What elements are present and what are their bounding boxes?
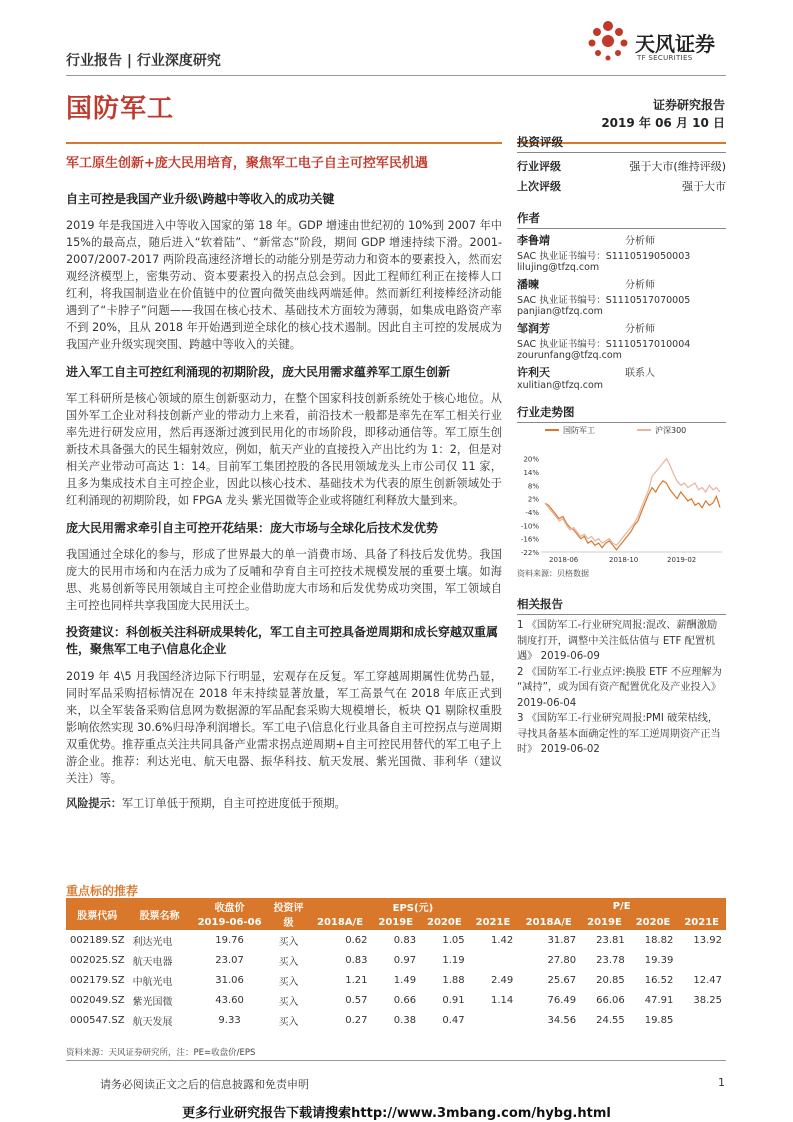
footer-divider [66,1060,726,1061]
rating-label: 行业评级 [517,160,561,173]
author-name: 邹润芳 [517,322,550,335]
section-paragraph: 军工科研所是核心领域的原生创新驱动力，在整个国家科技创新系统处于核心地位。从国外军工企业对科技创新产业的带动力上来看，前沿技术一般都是率先在军工相关行业率先进行研发应用，然后再逐渐过渡到民用化的市场阶段，即移动通信等。军工原生创新技术具备强大的民生辐射效应，例如，航天产业的直接投入产出比约为 1：2，但是对相关产业带动可高达 1：14。目前军工集团控股的各民用领域龙头上市公司仅 11 家，且多为集成技术自主可控企业，因此以核心技术、基础技术为代表的原生创新领域处于红利涌现的初期阶段，如 FPGA 龙头 紫光国微等企业或将随红利释放大量到来。 [66,392,502,507]
cell-eps: 2.49 [490,974,514,986]
cell-pe [677,1010,726,1030]
cell-pe: 20.85 [596,974,625,986]
trend-chart [517,418,726,568]
stock-table [66,898,726,1030]
authors-heading: 作者 [517,211,540,225]
author-role: 联系人 [625,368,655,379]
cell-price: 31.06 [215,974,244,986]
section-heading: 进入军工自主可控红利涌现的初期阶段，庞大民用需求蕴养军工原生创新 [66,365,451,379]
risk-note [66,795,502,812]
report-category: 行业报告 | 行业深度研究 [66,53,221,69]
table-row [66,970,726,990]
table-title: 重点标的推荐 [66,884,139,898]
cell-pe: 31.87 [547,934,577,946]
cell-pe: 16.52 [644,974,674,986]
main-divider [66,142,502,144]
y-tick-label: 2% [527,495,539,504]
author-email[interactable]: xulitian@tfzq.com [517,380,604,391]
cell-eps: 1.19 [442,954,465,966]
cell-pe: 23.81 [596,934,625,946]
cell-code: 002049.SZ [70,994,125,1006]
x-tick-label: 2018-10 [609,556,639,564]
cell-pe: 12.47 [693,974,722,986]
author-email[interactable]: lilujing@tfzq.com [517,262,600,273]
cell-code: 002179.SZ [70,974,125,986]
cell-name: 中航光电 [132,976,173,988]
page-title: 国防军工 [66,94,175,124]
section-paragraph: 2019 年 4\5 月我国经济边际下行明显，宏观存在反复。军工穿越周期属性优势凸显，同时军品采购招标情况在 2018 年末持续显著放量，军工高景气在 2018 年底正式到来，以全军装备采购信息网为数据源的军品配套采购大规模增长，板块 Q1 剔除权重股影响依然实现 30.6%归母净利润增长。军工电子\信息化行业具备自主可控拐点与逆周期双重优势。推荐重点关注共同具备产业需求拐点逆周期+自主可控民用替代的军工电子上游企业。推荐：利达光电、航天电器、振华科技、航天发展、紫光国微、菲利华（建议关注）等。 [66,670,502,785]
header-price-date: 2019-06-06 [191,915,269,930]
rating-divider [517,152,726,153]
section-heading: 投资建议：科创板关注科研成果转化，军工自主可控具备逆周期和成长穿越双重属性，聚焦军工电子\信息化企业 [66,625,499,656]
related-report-item[interactable]: 2 《国防军工-行业点评:换股 ETF 不应理解为 “减持”，或为国有资产配置优化及产业投入》 2019-06-04 [517,666,722,709]
table-row [66,950,726,970]
main-body [66,190,502,812]
cell-eps: 0.83 [393,934,417,946]
table-row [66,990,726,1010]
header-rating: 投资评级 [269,898,309,930]
cell-eps [469,1010,518,1030]
author-role: 分析师 [625,280,655,291]
related-report-item[interactable]: 3 《国防军工-行业研究周报:PMI 破荣枯线，寻找具备基本面确定性的军工逆周期资产正当时》 2019-06-02 [517,713,721,755]
cell-eps: 0.62 [345,934,368,946]
rating-label: 上次评级 [517,180,561,193]
risk-label: 风险提示： [66,797,122,810]
cell-rating: 买入 [278,996,299,1008]
disclaimer: 请务必阅读正文之后的信息披露和免责申明 [100,1078,309,1091]
header-year: 2021E [469,915,518,930]
series-line-defense [545,481,720,550]
author-cert: SAC 执业证书编号：S1110517070005 [517,295,691,306]
cell-pe: 34.56 [547,1014,577,1026]
cell-eps: 0.91 [442,994,465,1006]
cell-pe: 25.67 [547,974,577,986]
cell-eps: 1.88 [442,974,465,986]
y-tick-label: 20% [523,455,539,464]
cell-pe: 19.39 [644,954,674,966]
author-entry [517,320,726,361]
cell-eps: 0.27 [345,1014,368,1026]
header-year: 2020E [420,915,469,930]
author-role: 分析师 [625,236,655,247]
author-role: 分析师 [625,324,655,335]
cell-code: 002025.SZ [70,954,125,966]
header-pe: P/E [517,898,726,915]
cell-eps [469,950,518,970]
legend-label: 国防军工 [563,426,595,435]
table-row [66,1010,726,1030]
cell-price: 43.60 [215,994,244,1006]
x-tick-label: 2019-02 [667,556,697,564]
author-cert: SAC 执业证书编号：S1110517010004 [517,339,691,350]
section-paragraph: 2019 年是我国进入中等收入国家的第 18 年。GDP 增速由世纪初的 10%到 2007 年中 15%的最高点，随后进入“软着陆”、“新常态”阶段，期间 GDP 增速持续下滑。2001-2007/2007-2017 两阶段高速经济增长的动能分别是劳动力和资本的要素投入，然而宏观经济模型上，密集劳动、资本要素投入的拐点总会到。因此工程师红利正在接棒人口红利，将我国制造业在价值链中的位置向微笑曲线两端延伸。然而新红利接棒经济动能遇到了“卡脖子”问题——我国在核心技术、基础技术方面较为薄弱，如集成电路资产率不到 20%，且从 2018 年开始遇到逆全球化的核心技术遏制。因此自主可控的发展成为我国产业升级实现突围、跨越中等收入的关键。 [66,219,502,351]
cell-pe: 38.25 [693,994,722,1006]
y-tick-label: 14% [523,469,539,477]
cell-eps: 0.57 [345,994,368,1006]
y-tick-label: -22% [520,549,539,557]
cell-rating: 买入 [278,1016,299,1028]
cell-eps: 1.42 [490,934,514,946]
cell-pe: 18.82 [644,934,674,946]
author-entry [517,232,726,273]
author-cert: SAC 执业证书编号：S1110519050003 [517,251,691,262]
cell-pe: 23.78 [596,954,625,966]
cell-eps: 1.49 [393,974,417,986]
legend-label: 沪深300 [655,426,687,435]
section-paragraph: 我国通过全球化的参与，形成了世界最大的单一消费市场、具备了科技后发优势。我国庞大的民用市场和内在活力成为了反哺和孕育自主可控技术规模发展的重要土壤。如海思、兆易创新等民用领域自主可控企业借助庞大市场和后发优势成功突围，军工领域自主可控也同样共享我国庞大民用沃土。 [66,548,502,612]
section-heading: 自主可控是我国产业升级\跨越中等收入的成功关键 [66,192,335,206]
header-divider [66,75,726,76]
company-logo [585,18,745,68]
cell-pe: 66.06 [596,994,625,1006]
cell-code: 000547.SZ [70,1014,125,1026]
cell-eps: 1.14 [490,994,514,1006]
header-eps: EPS(元) [309,898,518,915]
cell-pe: 24.55 [596,1014,625,1026]
related-report-item[interactable]: 1 《国防军工-行业研究周报:混改、薪酬激励制度打开，调整中关注低估值与 ETF 配置机遇》 2019-06-09 [517,620,718,662]
logo-text-en: TF SECURITIES [637,54,693,62]
rating-row [517,158,726,174]
cell-pe: 13.92 [693,934,722,946]
cell-name: 利达光电 [132,936,173,948]
trend-heading: 行业走势图 [517,405,575,419]
rating-heading: 投资评级 [517,135,563,149]
table-note: 资料来源：天风证券研究所，注：PE=收盘价/EPS [66,1048,256,1058]
author-email[interactable]: panjian@tfzq.com [517,306,603,317]
cell-eps: 0.47 [442,1014,465,1026]
cell-pe [677,950,726,970]
cell-pe: 19.85 [644,1014,674,1026]
report-date: 2019 年 06 月 10 日 [601,116,725,130]
header-year: 2019E [371,915,420,930]
author-entry [517,276,726,317]
cell-pe: 76.49 [547,994,577,1006]
page-number: 1 [718,1076,725,1089]
x-tick-label: 2018-06 [549,556,579,564]
author-name: 潘暕 [517,278,539,291]
header-year: 2018A/E [517,915,580,930]
y-tick-label: -10% [520,522,539,531]
author-name: 许利天 [517,366,550,379]
related-heading: 相关报告 [517,597,563,611]
cell-eps: 0.38 [393,1014,417,1026]
y-tick-label: 8% [527,482,539,491]
author-entry [517,364,726,391]
section-heading: 庞大民用需求牵引自主可控开花结果：庞大市场与全球化后技术发优势 [66,521,439,535]
cell-rating: 买入 [278,976,299,988]
authors-divider [517,228,726,229]
risk-text: 军工订单低于预期，自主可控进度低于预期。 [121,797,346,810]
rating-row [517,178,726,194]
cell-price: 19.76 [215,934,244,946]
cell-eps: 0.97 [393,954,417,966]
logo-mark-icon [585,18,631,64]
header-year: 2021E [677,915,726,930]
logo-text-cn: 天风证券 [635,32,715,56]
cell-pe: 47.91 [644,994,674,1006]
y-tick-label: -4% [525,509,539,517]
cell-eps: 0.83 [345,954,368,966]
related-reports [517,596,726,758]
header-year: 2018A/E [309,915,372,930]
cell-price: 9.33 [218,1014,241,1026]
related-divider [517,614,726,615]
cell-rating: 买入 [278,936,299,948]
cell-eps: 1.21 [345,974,368,986]
download-banner[interactable]: 更多行业研究报告下载请搜索http://www.3mbang.com/hybg.html [182,1106,611,1121]
header-year: 2020E [629,915,678,930]
cell-rating: 买入 [278,956,299,968]
author-email[interactable]: zourunfang@tfzq.com [517,350,622,361]
cell-name: 航天电器 [132,956,173,968]
y-tick-label: -16% [520,535,539,544]
cell-pe: 27.80 [547,954,577,966]
report-subtitle: 军工原生创新+庞大民用培育，聚焦军工电子自主可控军民机遇 [66,156,428,171]
header-price: 收盘价 [191,898,269,915]
sidebar [517,134,726,391]
report-type: 证券研究报告 [652,98,725,112]
cell-eps: 0.66 [393,994,417,1006]
chart-source: 资料来源：贝格数据 [517,569,589,578]
table-row [66,930,726,950]
header-name: 股票名称 [129,898,191,930]
header-year: 2019E [580,915,629,930]
cell-name: 紫光国微 [132,996,173,1008]
cell-name: 航天发展 [132,1016,173,1028]
cell-eps: 1.05 [442,934,465,946]
cell-price: 23.07 [215,954,244,966]
rating-value: 强于大市 [682,180,726,193]
header-code: 股票代码 [66,898,129,930]
author-name: 李鲁靖 [517,234,550,247]
cell-code: 002189.SZ [70,934,125,946]
rating-value: 强于大市(维持评级) [629,160,726,173]
